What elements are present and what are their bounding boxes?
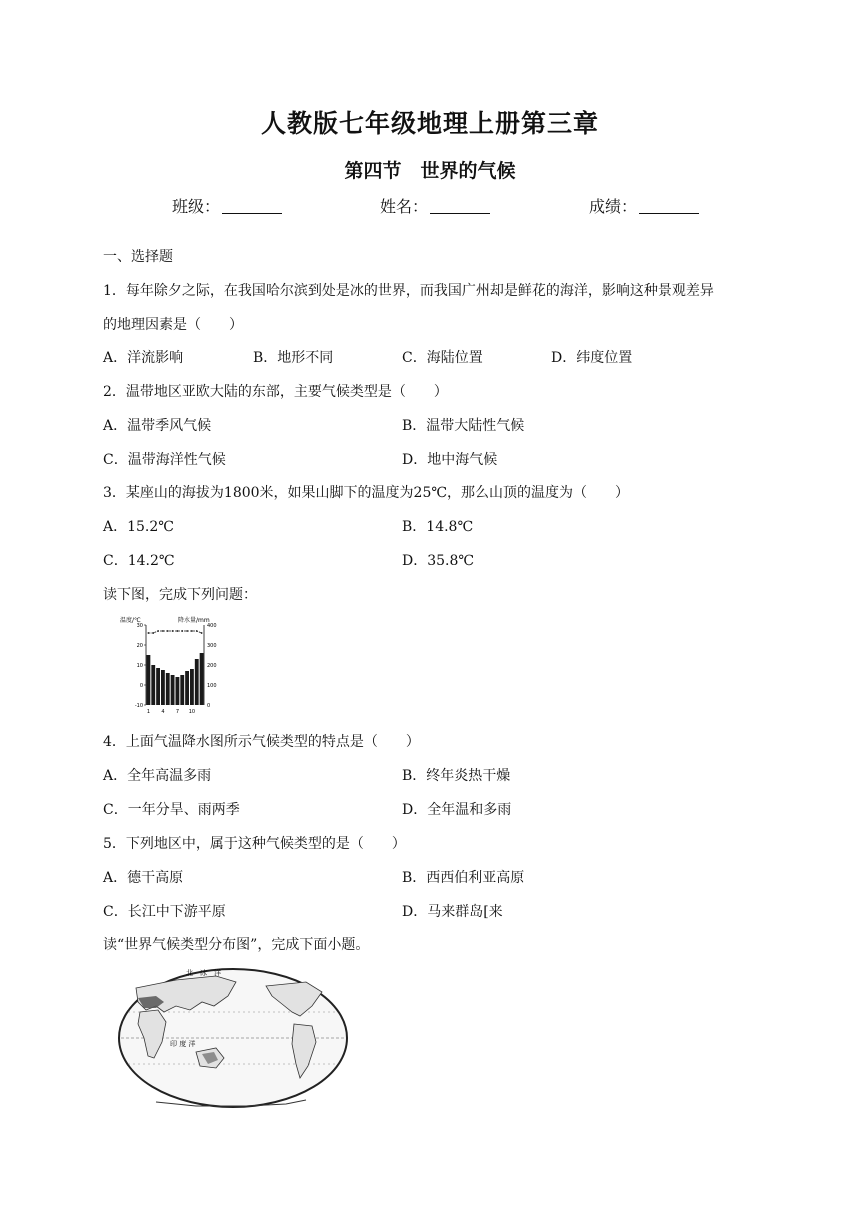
score-label: 成绩： bbox=[589, 197, 638, 216]
q2-option-d[interactable]: D．地中海气候 bbox=[402, 452, 498, 468]
q1-option-a[interactable]: A．洋流影响 bbox=[103, 350, 184, 366]
precipitation-tick-label: 100 bbox=[207, 683, 217, 689]
q1-option-c[interactable]: C．海陆位置 bbox=[402, 350, 483, 366]
class-blank[interactable] bbox=[222, 199, 282, 214]
precipitation-bar bbox=[200, 653, 204, 705]
precipitation-bar bbox=[166, 673, 170, 705]
name-label: 姓名： bbox=[380, 197, 429, 216]
temperature-point bbox=[148, 632, 150, 634]
class-field[interactable] bbox=[172, 194, 282, 217]
temperature-point bbox=[172, 630, 174, 632]
question-1-stem: 1．每年除夕之际，在我国哈尔滨到处是冰的世界，而我国广州却是鲜花的海洋，影响这种景观差异 bbox=[103, 283, 714, 299]
page-subtitle: 第四节 世界的气候 bbox=[344, 160, 516, 182]
precipitation-tick-label: 0 bbox=[207, 703, 211, 709]
class-label: 班级： bbox=[172, 197, 221, 216]
temperature-tick-label: 30 bbox=[136, 623, 143, 629]
precipitation-bar bbox=[185, 671, 189, 705]
student-info-row bbox=[0, 194, 860, 218]
temperature-point bbox=[152, 632, 154, 634]
q3-option-b[interactable]: B．14.8℃ bbox=[402, 519, 474, 535]
score-field[interactable] bbox=[589, 194, 699, 217]
temperature-point bbox=[167, 630, 169, 632]
read-map-instruction: 读“世界气候类型分布图”，完成下面小题。 bbox=[103, 937, 370, 953]
precipitation-bar bbox=[195, 659, 199, 705]
temperature-point bbox=[181, 630, 183, 632]
precipitation-bar bbox=[151, 665, 155, 705]
q2-option-c[interactable]: C．温带海洋性气候 bbox=[103, 452, 226, 468]
q3-option-a[interactable]: A．15.2℃ bbox=[103, 519, 174, 535]
q3-option-c[interactable]: C．14.2℃ bbox=[103, 553, 175, 569]
read-figure-instruction: 读下图，完成下列问题： bbox=[103, 587, 257, 603]
temperature-point bbox=[186, 630, 188, 632]
temperature-point bbox=[191, 630, 193, 632]
precipitation-bar bbox=[156, 668, 160, 705]
name-field[interactable] bbox=[380, 194, 490, 217]
temperature-tick-label: 20 bbox=[136, 643, 143, 649]
precipitation-axis-label: 降水量/mm bbox=[178, 617, 210, 624]
temperature-point bbox=[196, 630, 198, 632]
q1-option-b[interactable]: B．地形不同 bbox=[253, 350, 334, 366]
precipitation-bar bbox=[180, 675, 184, 705]
q5-option-b[interactable]: B．西西伯利亚高原 bbox=[402, 870, 525, 886]
world-climate-map bbox=[116, 966, 350, 1110]
precipitation-bar bbox=[147, 655, 151, 705]
indian-ocean-label: 印 度 洋 bbox=[170, 1040, 196, 1048]
temperature-point bbox=[157, 630, 159, 632]
q2-option-b[interactable]: B．温带大陆性气候 bbox=[402, 418, 525, 434]
q1-option-d[interactable]: D．纬度位置 bbox=[551, 350, 633, 366]
question-3-stem: 3．某座山的海拔为1800米，如果山脚下的温度为25℃，那么山顶的温度为（ ） bbox=[103, 485, 630, 501]
month-tick-label: 4 bbox=[161, 709, 165, 715]
temperature-line bbox=[148, 631, 201, 633]
temperature-tick-label: 0 bbox=[139, 683, 143, 689]
q3-option-d[interactable]: D．35.8℃ bbox=[402, 553, 475, 569]
climate-chart bbox=[118, 612, 224, 718]
name-blank[interactable] bbox=[430, 199, 490, 214]
question-5-stem: 5．下列地区中，属于这种气候类型的是（ ） bbox=[103, 836, 406, 852]
q2-option-a[interactable]: A．温带季风气候 bbox=[103, 418, 212, 434]
section-heading: 一、选择题 bbox=[103, 249, 173, 265]
question-1-stem-cont: 的地理因素是（ ） bbox=[103, 317, 243, 333]
precipitation-bar bbox=[171, 675, 175, 705]
question-2-stem: 2．温带地区亚欧大陆的东部，主要气候类型是（ ） bbox=[103, 384, 448, 400]
q5-option-d[interactable]: D．马来群岛[来 bbox=[402, 904, 503, 920]
temperature-point bbox=[162, 630, 164, 632]
q4-option-c[interactable]: C．一年分旱、雨两季 bbox=[103, 802, 240, 818]
question-4-stem: 4．上面气温降水图所示气候类型的特点是（ ） bbox=[103, 734, 420, 750]
precipitation-tick-label: 400 bbox=[207, 623, 217, 629]
q4-option-a[interactable]: A．全年高温多雨 bbox=[103, 768, 212, 784]
precipitation-bar bbox=[190, 669, 194, 705]
precipitation-tick-label: 300 bbox=[207, 643, 217, 649]
month-tick-label: 7 bbox=[175, 709, 180, 715]
temperature-axis-label: 温度/℃ bbox=[120, 617, 141, 624]
temperature-tick-label: -10 bbox=[134, 703, 143, 709]
temperature-point bbox=[201, 632, 203, 634]
score-blank[interactable] bbox=[639, 199, 699, 214]
q4-option-b[interactable]: B．终年炎热干燥 bbox=[402, 768, 511, 784]
precipitation-bar bbox=[176, 677, 180, 705]
page-title: 人教版七年级地理上册第三章 bbox=[260, 109, 599, 138]
q4-option-d[interactable]: D．全年温和多雨 bbox=[402, 802, 512, 818]
temperature-tick-label: 10 bbox=[136, 663, 143, 669]
month-tick-label: 1 bbox=[146, 709, 151, 715]
precipitation-bar bbox=[161, 670, 165, 705]
temperature-point bbox=[177, 630, 179, 632]
q5-option-a[interactable]: A．德干高原 bbox=[103, 870, 184, 886]
arctic-ocean-label: 北 冰 洋 bbox=[186, 969, 221, 977]
q5-option-c[interactable]: C．长江中下游平原 bbox=[103, 904, 226, 920]
precipitation-tick-label: 200 bbox=[207, 663, 217, 669]
month-tick-label: 10 bbox=[188, 709, 196, 715]
